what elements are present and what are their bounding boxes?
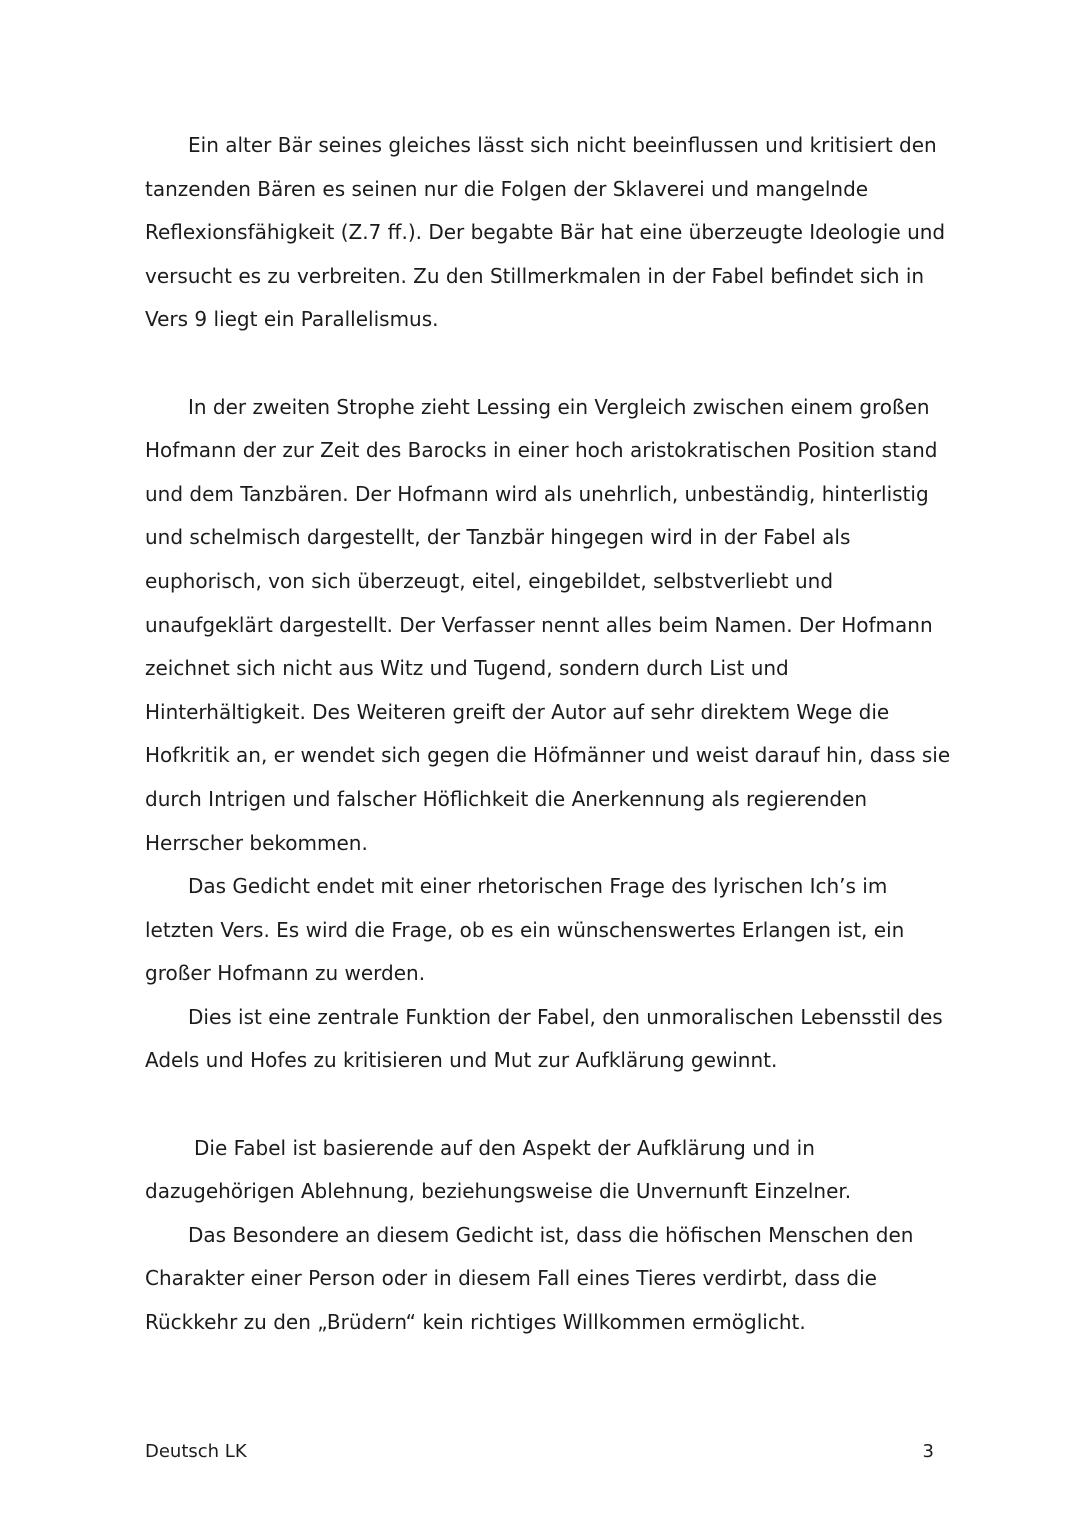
- text-line: tanzenden Bären es seinen nur die Folgen der Sklaverei und mangelnde: [145, 176, 869, 201]
- text-line: Die Fabel ist basierende auf den Aspekt der Aufklärung und in: [194, 1135, 815, 1160]
- text-line: Das Gedicht endet mit einer rhetorischen Frage des lyrischen Ich’s im: [188, 874, 888, 899]
- text-line: Vers 9 liegt ein Parallelismus.: [145, 307, 439, 332]
- text-line: Hinterhältigkeit. Des Weiteren greift der Autor auf sehr direktem Wege die: [145, 699, 890, 724]
- text-line: dazugehörigen Ablehnung, beziehungsweise die Unvernunft Einzelner.: [145, 1179, 852, 1204]
- text-line: euphorisch, von sich überzeugt, eitel, eingebildet, selbstverliebt und: [145, 568, 834, 593]
- text-line: Dies ist eine zentrale Funktion der Fabel, den unmoralischen Lebensstil des: [188, 1004, 943, 1029]
- text-line: durch Intrigen und falscher Höflichkeit die Anerkennung als regierenden: [145, 786, 868, 811]
- body-text: [145, 124, 951, 1345]
- text-line: Das Besondere an diesem Gedicht ist, dass die höfischen Menschen den: [188, 1222, 914, 1247]
- text-line: unaufgeklärt dargestellt. Der Verfasser nennt alles beim Namen. Der Hofmann: [145, 612, 933, 637]
- text-line: Hofkritik an, er wendet sich gegen die Höfmänner und weist darauf hin, dass sie: [145, 743, 951, 768]
- blank-line: [145, 1083, 945, 1127]
- text-line: großer Hofmann zu werden.: [145, 961, 426, 986]
- text-line: Herrscher bekommen.: [145, 830, 368, 855]
- text-line: und schelmisch dargestellt, der Tanzbär hingegen wird in der Fabel als: [145, 525, 851, 550]
- blank-line: [145, 342, 945, 386]
- text-line: Reflexionsfähigkeit (Z.7 ff.). Der begabte Bär hat eine überzeugte Ideologie und: [145, 220, 946, 245]
- text-line: zeichnet sich nicht aus Witz und Tugend, sondern durch List und: [145, 656, 789, 681]
- text-line: Hofmann der zur Zeit des Barocks in einer hoch aristokratischen Position stand: [145, 438, 938, 463]
- text-line: versucht es zu verbreiten. Zu den Stillmerkmalen in der Fabel befindet sich in: [145, 263, 925, 288]
- footer-label: Deutsch LK: [145, 1441, 247, 1462]
- text-line: und dem Tanzbären. Der Hofmann wird als unehrlich, unbeständig, hinterlistig: [145, 481, 929, 506]
- text-line: Ein alter Bär seines gleiches lässt sich nicht beeinflussen und kritisiert den: [188, 133, 937, 157]
- text-line: Charakter einer Person oder in diesem Fall eines Tieres verdirbt, dass die: [145, 1266, 877, 1291]
- page-number: 3: [922, 1441, 934, 1462]
- text-line: In der zweiten Strophe zieht Lessing ein Vergleich zwischen einem großen: [188, 394, 930, 419]
- text-line: Adels und Hofes zu kritisieren und Mut zur Aufklärung gewinnt.: [145, 1048, 778, 1073]
- text-line: Rückkehr zu den „Brüdern“ kein richtiges Willkommen ermöglicht.: [145, 1310, 806, 1335]
- text-line: letzten Vers. Es wird die Frage, ob es ein wünschenswertes Erlangen ist, ein: [145, 917, 905, 942]
